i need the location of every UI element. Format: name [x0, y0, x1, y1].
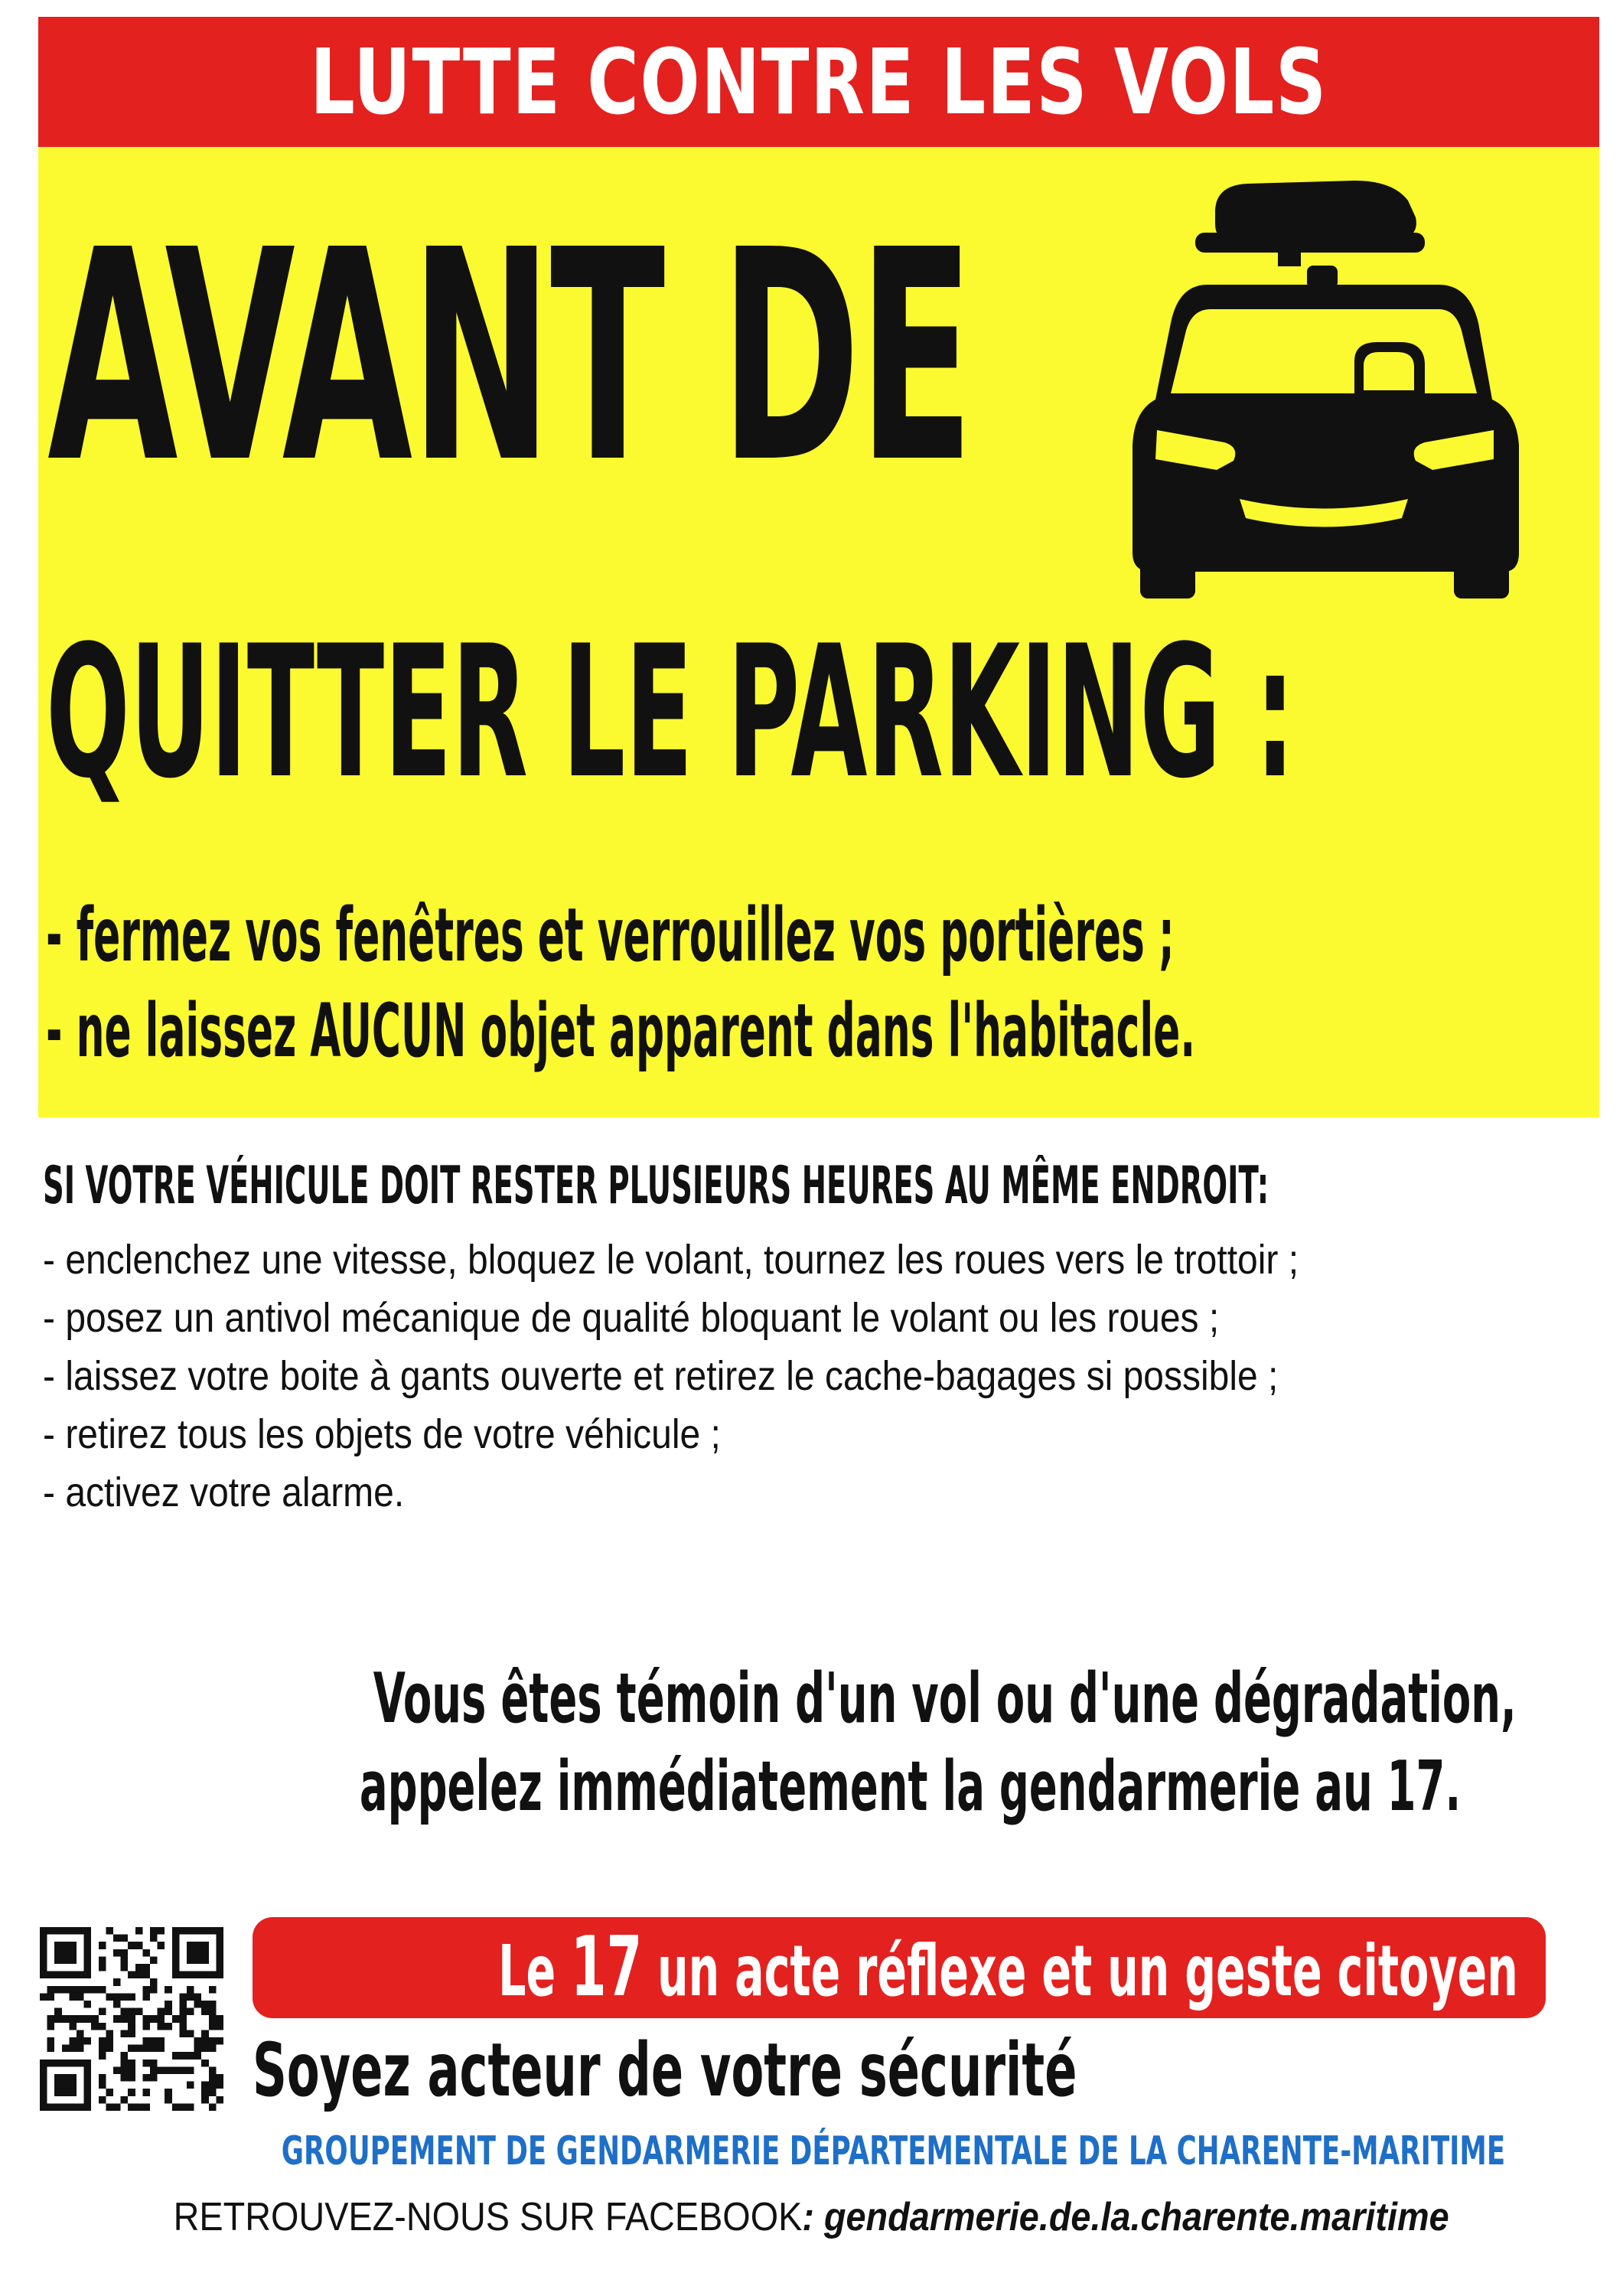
- organization-name: GROUPEMENT DE GENDARMERIE DÉPARTEMENTALE DE LA CHARENTE-MARITIME: [281, 2128, 1506, 2174]
- alert-line-1: Vous êtes témoin d'un vol ou d'une dégradation,: [373, 1658, 1517, 1739]
- facebook-line: [0, 2190, 1623, 2244]
- headline-quitter-parking: QUITTER LE PARKING :: [46, 607, 1295, 819]
- slogan-banner: [253, 1917, 1546, 2018]
- tagline: Soyez acteur de votre sécurité: [253, 2027, 1077, 2113]
- long-stay-heading: SI VOTRE VÉHICULE DOIT RESTER PLUSIEURS HEURES AU MÊME ENDROIT:: [43, 1156, 1269, 1216]
- headline-avant-de: AVANT DE: [47, 188, 973, 527]
- qr-code-icon: [40, 1927, 223, 2111]
- car-with-roof-box-icon: [1125, 170, 1523, 606]
- warning-panel: [38, 147, 1599, 1117]
- list-item: - posez un antivol mécanique de qualité bloquant le volant ou les roues ;: [43, 1295, 1220, 1341]
- list-item: - retirez tous les objets de votre véhicule ;: [43, 1411, 721, 1457]
- facebook-handle[interactable]: gendarmerie.de.la.charente.maritime: [824, 2195, 1450, 2239]
- warning-bullet: - fermez vos fenêtres et verrouillez vos portières ;: [46, 892, 1175, 978]
- long-stay-tips: [43, 1231, 1589, 1521]
- slogan-number: 17: [570, 1919, 643, 2015]
- title-banner: [38, 17, 1599, 147]
- facebook-label: RETROUVEZ-NOUS SUR FACEBOOK: [173, 2195, 803, 2239]
- alert-line-2: appelez immédiatement la gendarmerie au 17.: [359, 1746, 1462, 1827]
- warning-bullet: - ne laissez AUCUN objet apparent dans l'habitacle.: [46, 988, 1196, 1074]
- facebook-separator: :: [802, 2195, 815, 2239]
- list-item: - enclenchez une vitesse, bloquez le volant, tournez les roues vers le trottoir ;: [43, 1237, 1299, 1283]
- list-item: - laissez votre boite à gants ouverte et retirez le cache-bagages si possible ;: [43, 1353, 1279, 1399]
- banner-title: LUTTE CONTRE LES VOLS: [310, 29, 1328, 135]
- list-item: - activez votre alarme.: [43, 1469, 405, 1515]
- slogan-prefix: Le: [498, 1930, 556, 2012]
- slogan-rest: un acte réflexe et un geste citoyen: [657, 1930, 1518, 2012]
- slogan-text: [498, 1917, 1518, 2018]
